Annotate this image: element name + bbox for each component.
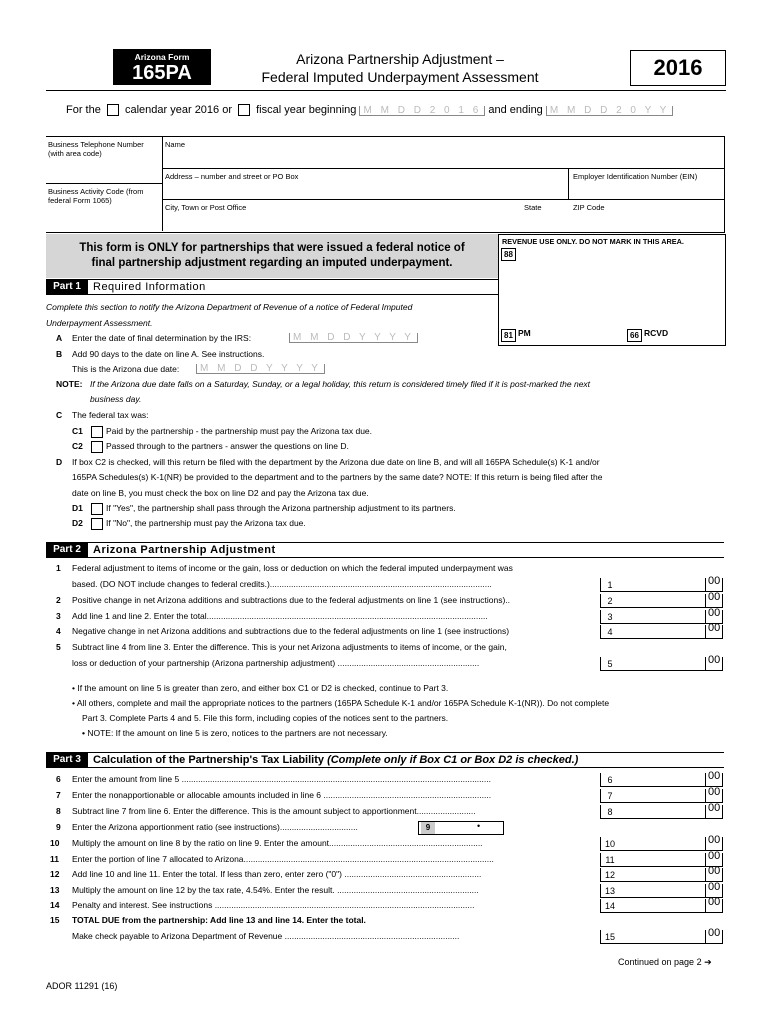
line-3-number: 3 — [56, 611, 61, 621]
line-8-box-number: 8 — [600, 805, 619, 819]
part3-title-note: (Complete only if Box C1 or Box D2 is checked.) — [327, 754, 579, 766]
part1-intro — [46, 299, 496, 331]
and-ending-label: and ending — [488, 104, 543, 116]
c2-label: C2 — [72, 441, 83, 451]
note-label: NOTE: — [56, 379, 83, 389]
address-label: Address – number and street or PO Box — [165, 172, 299, 181]
fiscal-end-input[interactable]: M M D D 2 0 Y Y — [546, 106, 673, 116]
line-14-number: 14 — [50, 900, 60, 910]
d1-checkbox[interactable] — [91, 503, 103, 515]
line-7-text: Enter the nonapportionable or allocable amounts included in line 6 ....................................................................... — [72, 790, 492, 800]
line-5-cents: 00 — [708, 654, 721, 666]
line-c-text: The federal tax was: — [72, 410, 149, 420]
box-88: 88 — [501, 248, 516, 261]
line-1-cents: 00 — [708, 575, 721, 587]
line-1-text: Federal adjustment to items of income or the gain, loss or deduction on which the federal imputed underpayment was — [72, 563, 513, 573]
line-c-letter: C — [56, 410, 63, 420]
line-1-box-number: 1 — [600, 578, 619, 592]
cents-divider — [705, 610, 706, 623]
form-title — [240, 50, 560, 86]
ein-input[interactable] — [573, 182, 721, 197]
part1-title: Required Information — [93, 281, 206, 293]
for-the-label: For the — [66, 104, 101, 116]
continued-note: Continued on page 2 ➔ — [618, 957, 712, 967]
line-d-letter: D — [56, 457, 63, 467]
part1-intro1: Complete this section to notify the Arizona Department of Revenue of a notice of Federal Imputed — [46, 302, 413, 312]
line-10-box-number: 10 — [600, 837, 619, 851]
activity-code-input[interactable] — [48, 210, 160, 228]
note-text2: business day. — [90, 394, 142, 404]
line-15-text-cont: Make check payable to Arizona Department of Revenue .......................................................................... — [72, 931, 460, 941]
notice-line1: This form is ONLY for partnerships that were issued a federal notice of — [79, 242, 465, 254]
line-8-number: 8 — [56, 806, 61, 816]
box-66: 66 — [627, 329, 642, 342]
line-12-cents: 00 — [708, 865, 721, 877]
pm-label: PM — [518, 328, 531, 338]
line-8-text: Subtract line 7 from line 6. Enter the difference. This is the amount subject to apportionment......................... — [72, 806, 476, 816]
line-10-number: 10 — [50, 838, 60, 848]
line-5-text: Subtract line 4 from line 3. Enter the difference. This is your net Arizona adjustments to items of income, or the gain, — [72, 642, 507, 652]
part2-title: Arizona Partnership Adjustment — [93, 544, 276, 556]
line-7-number: 7 — [56, 790, 61, 800]
business-phone-label: Business Telephone Number (with area code) — [48, 140, 144, 158]
fiscal-year-checkbox[interactable] — [238, 104, 250, 116]
bullet2-text: All others, complete and mail the appropriate notices to the partners (165PA Schedule K-1 and/or 165PA Schedule K-1(NR)). Do not complete — [76, 698, 610, 708]
line-14-cents: 00 — [708, 896, 721, 908]
line-12-number: 12 — [50, 869, 60, 879]
line-10-cents: 00 — [708, 834, 721, 846]
business-phone-input[interactable] — [48, 163, 160, 181]
period-row — [66, 104, 673, 116]
note-text1: If the Arizona due date falls on a Saturday, Sunday, or a legal holiday, this return is considered timely filed if it is post-marked the next — [90, 379, 591, 389]
part2-tag: Part 2 — [46, 543, 88, 557]
line-10-text: Multiply the amount on line 8 by the ratio on line 9. Enter the amount................................................................. — [72, 838, 483, 848]
line-2-cents: 00 — [708, 591, 721, 603]
ein-label: Employer Identification Number (EIN) — [573, 172, 698, 181]
line-4-cents: 00 — [708, 622, 721, 634]
bullet1-text: If the amount on line 5 is greater than zero, and either box C1 or D2 is checked, continue to Part 3. — [77, 683, 449, 693]
line-8-cents: 00 — [708, 802, 721, 814]
notice-box — [46, 234, 498, 278]
rcvd-label: RCVD — [644, 328, 669, 338]
d1-label: D1 — [72, 503, 83, 513]
line-b-letter: B — [56, 349, 63, 359]
line-2-box-number: 2 — [600, 594, 619, 608]
line-9-text: Enter the Arizona apportionment ratio (see instructions)................................. — [72, 822, 358, 832]
cents-divider — [705, 657, 706, 670]
c1-checkbox[interactable] — [91, 426, 103, 438]
line-13-box-number: 13 — [600, 884, 619, 898]
part3-tag: Part 3 — [46, 753, 88, 767]
address-input[interactable] — [165, 182, 565, 197]
line-7-box-number: 7 — [600, 789, 619, 803]
activity-code-label: Business Activity Code (from federal Form 1065) — [48, 187, 144, 205]
line-2-text: Positive change in net Arizona additions and subtractions due to the federal adjustments on line 1 (see instructions).. — [72, 595, 511, 605]
part2-bullet1: • If the amount on line 5 is greater than zero, and either box C1 or D2 is checked, continue to Part 3. — [72, 683, 449, 693]
line-d-text3: date on line B, you must check the box on line D2 and pay the Arizona tax due. — [72, 488, 369, 498]
revenue-label: REVENUE USE ONLY. DO NOT MARK IN THIS AREA. — [502, 237, 684, 246]
cents-divider — [705, 578, 706, 591]
part2-bullet3: • NOTE: If the amount on line 5 is zero, notices to the partners are not necessary. — [82, 728, 388, 738]
line-15-cents: 00 — [708, 927, 721, 939]
line-14-text: Penalty and interest. See instructions .............................................................................................................. — [72, 900, 475, 910]
d2-checkbox[interactable] — [91, 518, 103, 530]
calendar-year-checkbox[interactable] — [107, 104, 119, 116]
line-6-text: Enter the amount from line 5 ................................................................................................................................... — [72, 774, 491, 784]
calendar-year-label: calendar year 2016 or — [124, 104, 232, 116]
part2-bullet2: • All others, complete and mail the appropriate notices to the partners (165PA Schedule K-1 and/or 165PA Schedule K-1(NR)). Do not complete — [72, 698, 610, 708]
line-6-cents: 00 — [708, 770, 721, 782]
cents-divider — [705, 868, 706, 881]
c2-text: Passed through to the partners - answer the questions on line D. — [106, 441, 349, 451]
line-11-text: Enter the portion of line 7 allocated to Arizona.......................................................................................................... — [72, 854, 494, 864]
line-b-text2: This is the Arizona due date: — [72, 364, 180, 374]
cents-divider — [705, 594, 706, 607]
d2-text: If "No", the partnership must pay the Arizona tax due. — [106, 518, 306, 528]
name-label: Name — [165, 140, 186, 149]
line-d-text2: 165PA Schedules(s) K-1(NR) be provided to the department and to the partners by the same date? NOTE: If this return is being filed after the — [72, 472, 603, 482]
line-15-number: 15 — [50, 915, 60, 925]
line-4-box-number: 4 — [600, 625, 619, 639]
line-6-number: 6 — [56, 774, 61, 784]
notice-line2: final partnership adjustment regarding an imputed underpayment. — [91, 257, 453, 269]
line-3-text: Add line 1 and line 2. Enter the total....................................................................................................................... — [72, 611, 488, 621]
city-label: City, Town or Post Office — [165, 203, 247, 212]
form-label: Arizona Form — [134, 52, 190, 62]
cents-divider — [705, 837, 706, 850]
line-6-box-number: 6 — [600, 773, 619, 787]
line-5-box-number: 5 — [600, 657, 619, 671]
cents-divider — [705, 899, 706, 912]
line-a-date-input[interactable]: M M D D Y Y Y Y — [289, 333, 418, 343]
line-5-number: 5 — [56, 642, 61, 652]
cents-divider — [705, 789, 706, 802]
fiscal-begin-input[interactable]: M M D D 2 0 1 6 — [359, 106, 485, 116]
cents-divider — [705, 853, 706, 866]
line-3-cents: 00 — [708, 607, 721, 619]
tax-year: 2016 — [630, 50, 726, 86]
revenue-area — [498, 234, 726, 346]
state-input[interactable] — [524, 213, 564, 229]
line-15-text: TOTAL DUE from the partnership: Add line 13 and line 14. Enter the total. — [72, 915, 366, 925]
bullet3-text: NOTE: If the amount on line 5 is zero, notices to the partners are not necessary. — [87, 728, 388, 738]
line-12-box-number: 12 — [600, 868, 619, 882]
form-revision: ADOR 11291 (16) — [46, 981, 118, 991]
decimal-point-icon: • — [477, 821, 481, 831]
cents-divider — [705, 930, 706, 943]
line-5-text-cont: loss or deduction of your partnership (Arizona partnership adjustment) ............................................................ — [72, 658, 480, 668]
zip-label: ZIP Code — [573, 203, 605, 212]
line-9-box-label: 9 — [421, 822, 435, 834]
line-13-cents: 00 — [708, 881, 721, 893]
form-number: 165PA — [132, 62, 192, 84]
cents-divider — [705, 625, 706, 638]
cents-divider — [705, 773, 706, 786]
state-label: State — [524, 203, 542, 212]
title-line1: Arizona Partnership Adjustment – — [296, 51, 504, 67]
line-2-number: 2 — [56, 595, 61, 605]
apportionment-ratio-input[interactable] — [418, 821, 504, 835]
zip-input[interactable] — [573, 213, 721, 229]
line-b-text: Add 90 days to the date on line A. See instructions. — [72, 349, 265, 359]
line-9-number: 9 — [56, 822, 61, 832]
line-14-box-number: 14 — [600, 899, 619, 913]
line-13-text: Multiply the amount on line 12 by the tax rate, 4.54%. Enter the result. ............................................................ — [72, 885, 479, 895]
line-4-text: Negative change in net Arizona additions and subtractions due to the federal adjustments on line 1 (see instructions) — [72, 626, 510, 636]
line-7-cents: 00 — [708, 786, 721, 798]
name-input[interactable] — [165, 150, 720, 166]
cents-divider — [705, 805, 706, 818]
d2-label: D2 — [72, 518, 83, 528]
title-line2: Federal Imputed Underpayment Assessment — [261, 69, 539, 85]
part1-intro2: Underpayment Assessment. — [46, 318, 153, 328]
box-81: 81 — [501, 329, 516, 342]
c2-checkbox[interactable] — [91, 441, 103, 453]
line-a-letter: A — [56, 333, 63, 343]
line-3-box-number: 3 — [600, 610, 619, 624]
part3-title-text: Calculation of the Partnership's Tax Liability — [93, 754, 325, 766]
c1-text: Paid by the partnership - the partnership must pay the Arizona tax due. — [106, 426, 373, 436]
fiscal-year-label: fiscal year beginning — [256, 104, 357, 116]
line-11-box-number: 11 — [600, 853, 619, 867]
line-b-date-input[interactable]: M M D D Y Y Y Y — [196, 364, 325, 374]
c1-label: C1 — [72, 426, 83, 436]
part1-tag: Part 1 — [46, 280, 88, 294]
form-id-block — [113, 49, 211, 85]
cents-divider — [705, 884, 706, 897]
line-1-text-cont: based. (DO NOT include changes to federal credits.).............................................................................................. — [72, 579, 492, 589]
line-12-text: Add line 10 and line 11. Enter the total. If less than zero, enter zero ("0") .......................................................... — [72, 869, 482, 879]
line-11-cents: 00 — [708, 850, 721, 862]
d1-text: If "Yes", the partnership shall pass through the Arizona partnership adjustment to its partners. — [106, 503, 456, 513]
line-15-box-number: 15 — [600, 930, 619, 944]
line-d-text1: If box C2 is checked, will this return be filed with the department by the Arizona due date on line B, and will all 165PA Schedule(s) K-1 and/or — [72, 457, 600, 467]
line-1-number: 1 — [56, 563, 61, 573]
part3-title — [93, 753, 578, 767]
line-4-number: 4 — [56, 626, 61, 636]
line-a-text: Enter the date of final determination by the IRS: — [72, 333, 252, 343]
line-13-number: 13 — [50, 885, 60, 895]
line-11-number: 11 — [50, 854, 59, 864]
part2-bullet2b: Part 3. Complete Parts 4 and 5. File this form, including copies of the notices sent to the partners. — [82, 713, 449, 723]
city-input[interactable] — [165, 213, 515, 229]
